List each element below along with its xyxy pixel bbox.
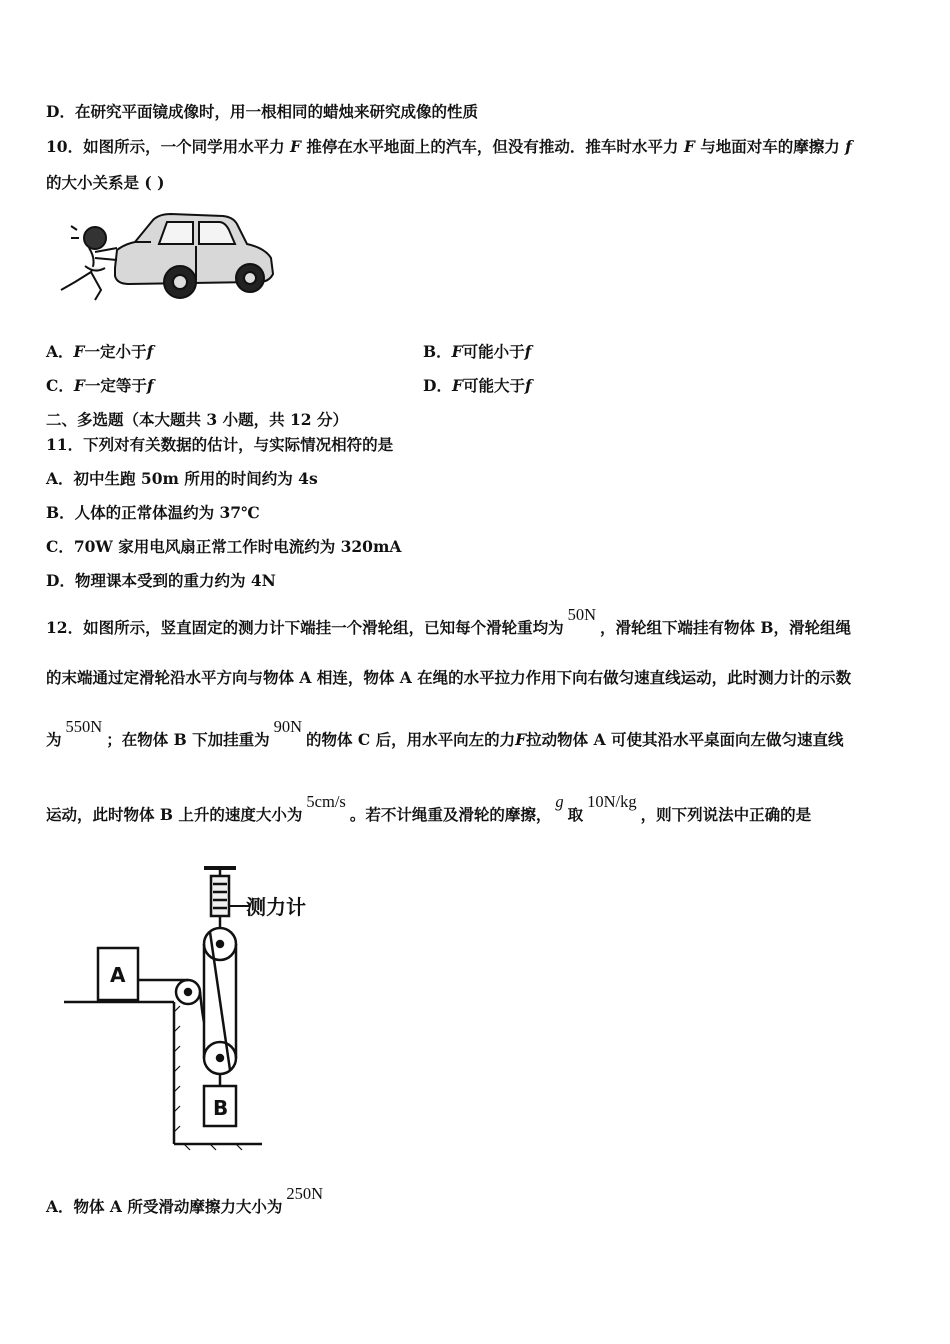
q10-force-symbol: F [289, 137, 301, 156]
q11-option-c: C．70W 家用电风扇正常工作时电流约为 320mA [46, 537, 402, 556]
q10-optC-f: f [146, 376, 154, 395]
q12-l4-part2: 。若不计绳重及滑轮的摩擦， [349, 805, 552, 824]
q10-optA-F: F [73, 342, 85, 361]
q12-stem-line1 [46, 605, 851, 638]
q9-option-d: D．在研究平面镜成像时，用一根相同的蜡烛来研究成像的性质 [46, 102, 478, 121]
q10-stem-part1: 10．如图所示，一个同学用水平力 [46, 137, 285, 156]
q10-optA-label: A． [46, 342, 74, 361]
q10-optD-F: F [451, 376, 463, 395]
q10-optB-text: 可能小于 [462, 342, 525, 361]
q12-g-value: 10N/kg [587, 792, 637, 811]
q12-fig-meter-label: 测力计 [246, 895, 306, 919]
q12-l3-part1: 为 [46, 730, 62, 749]
q11-option-d: D．物理课本受到的重力约为 4N [46, 571, 276, 590]
q10-optC-F: F [73, 376, 85, 395]
q12-fig-block-a-label: A [110, 963, 126, 987]
q12-figure-pulley-system [60, 862, 330, 1152]
q12-weight-c: 90N [273, 717, 303, 736]
q12-fig-block-b-label: B [213, 1096, 229, 1120]
q12-l3-part3: 的物体 C 后，用水平向左的力 [306, 730, 516, 749]
q12-l4-part4: ，则下列说法中正确的是 [640, 805, 812, 824]
q10-options-row1 [46, 342, 906, 362]
q12-stem-line3 [46, 717, 844, 750]
q12-stem-line4 [46, 792, 812, 825]
q12-l4-part1: 运动，此时物体 B 上升的速度大小为 [46, 805, 303, 824]
q10-optC-label: C． [46, 376, 74, 395]
q12-pulley-weight: 50N [567, 605, 596, 624]
q10-optD-text: 可能大于 [462, 376, 525, 395]
q12-l3-part2: ；在物体 B 下加挂重为 [106, 730, 270, 749]
section2-heading: 二、多选题（本大题共 3 小题，共 12 分） [46, 410, 348, 429]
q10-optA-text: 一定小于 [84, 342, 147, 361]
q10-stem-part2: 推停在水平地面上的汽车，但没有推动．推车时水平力 [306, 137, 679, 156]
q10-options-row2 [46, 376, 906, 396]
q10-option-b [423, 342, 531, 362]
q12-g-symbol: g [555, 792, 564, 811]
q12-force-symbol: F [515, 730, 527, 749]
q10-optA-f: f [146, 342, 154, 361]
q12-l1-part1: 12．如图所示，竖直固定的测力计下端挂一个滑轮组，已知每个滑轮重均为 [46, 618, 564, 637]
q12-optA-value: 250N [286, 1184, 324, 1203]
q10-optB-F: F [451, 342, 463, 361]
q12-l4-part3: 取 [567, 805, 584, 824]
q11-stem: 11．下列对有关数据的估计，与实际情况相符的是 [46, 435, 394, 454]
q10-optD-label: D． [423, 376, 452, 395]
q10-force-symbol-2: F [683, 137, 695, 156]
q10-optB-label: B． [423, 342, 452, 361]
q10-option-d [423, 376, 532, 396]
q10-stem-line2: 的大小关系是 ( ) [46, 173, 165, 192]
q12-speed-b: 5cm/s [306, 792, 346, 811]
q10-optB-f: f [524, 342, 532, 361]
q12-meter-reading: 550N [65, 717, 103, 736]
q11-option-b: B．人体的正常体温约为 37℃ [46, 503, 260, 522]
q11-option-a: A．初中生跑 50m 所用的时间约为 4s [46, 469, 318, 488]
q12-optA-text: A．物体 A 所受滑动摩擦力大小为 [46, 1197, 283, 1216]
q10-optC-text: 一定等于 [84, 376, 147, 395]
q12-l1-part2: ，滑轮组下端挂有物体 B，滑轮组绳 [600, 618, 851, 637]
q12-stem-line2: 的末端通过定滑轮沿水平方向与物体 A 相连，物体 A 在绳的水平拉力作用下向右做匀速直线运动，此时测力计的示数 [46, 668, 852, 687]
q10-figure-push-car [55, 208, 280, 310]
q12-option-a [46, 1184, 327, 1217]
q12-l3-part4: 拉动物体 A 可使其沿水平桌面向左做匀速直线 [526, 730, 844, 749]
q10-friction-symbol: f [845, 137, 852, 156]
q10-stem-part3: 与地面对车的摩擦力 [700, 137, 840, 156]
q10-optD-f: f [524, 376, 532, 395]
q10-stem-line1 [46, 137, 852, 157]
